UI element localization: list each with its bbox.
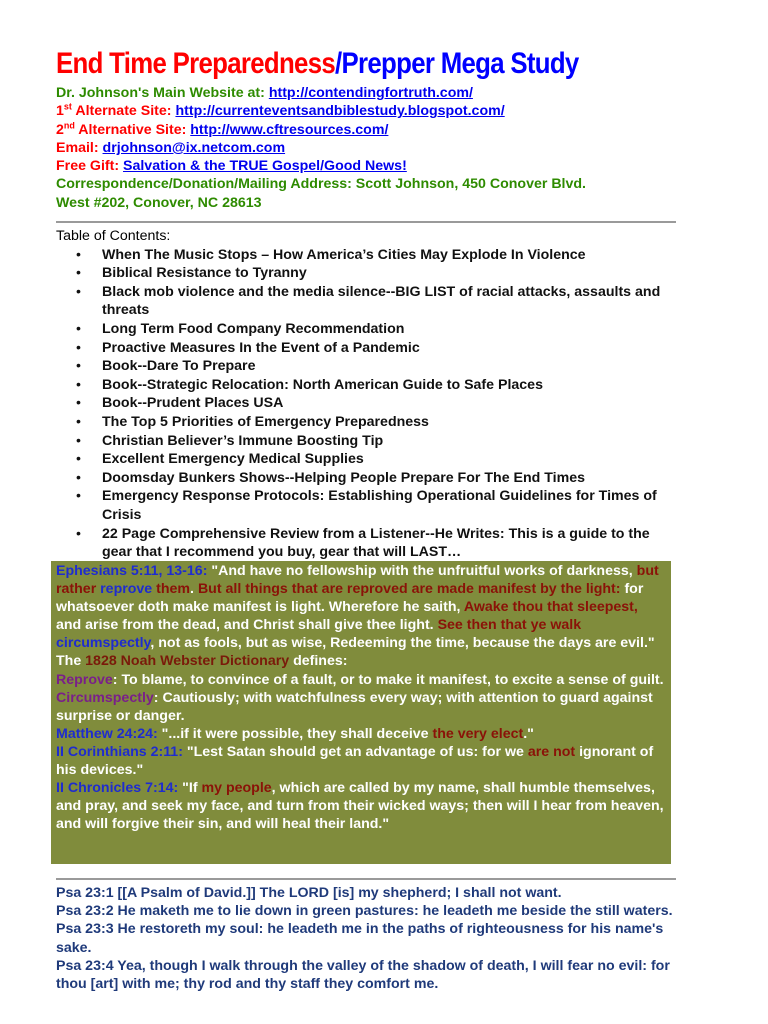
free-gift-line [56,157,676,175]
toc-item[interactable]: • Doomsday Bunkers Shows--Helping People Prepare For The End Times [102,469,676,488]
verse-highlight: the very elect [432,725,524,742]
page-title [56,46,589,82]
verse-highlight: them [152,581,191,598]
verse-text: , not as fools, but as wise, Redeeming the time, because the days are evil." [150,635,655,652]
email-link[interactable]: drjohnson@ix.netcom.com [102,139,286,156]
definition-term: Circumspectly [56,689,154,706]
verse-text: ignorant of his devices." [56,743,654,779]
email-line [56,139,676,157]
alt1-superscript: st [63,101,72,112]
alt2-superscript: nd [63,119,75,130]
verse-keyword: circumspectly [56,635,151,652]
verse-text: "Lest Satan should get an advantage of us: for we [182,743,528,760]
toc-item[interactable]: • Excellent Emergency Medical Supplies [102,450,676,469]
definition-term: Reprove [56,671,113,688]
alt1-number: 1 [56,103,64,120]
free-gift-label: Free Gift: [56,158,124,175]
matthew-reference: Matthew 24:24: [56,725,158,742]
definition-text: : Cautiously; with watchfulness every way; with attention to guard against surprise or danger. [56,689,653,724]
verse-highlight: Awake thou that sleepest, [463,599,638,616]
verse-text: "And have no fellowship with the unfruitful works of darkness, [207,563,637,579]
corinthians-passage [56,743,666,779]
alternate-site-2-link[interactable]: http://www.cftresources.com/ [190,121,389,138]
verse-text: "If [178,780,202,797]
dictionary-text: The [56,653,86,670]
chronicles-reference: II Chronicles 7:14: [56,780,179,797]
psalm-verse: Psa 23:4 Yea, though I walk through the valley of the shadow of death, I will fear no evil: for thou [art] with me; thy rod and thy staff they comfort me. [56,957,670,993]
circumspectly-definition [56,689,666,725]
toc-item[interactable]: • Long Term Food Company Recommendation [102,320,676,339]
verse-text: for whatsoever doth make manifest is light. Wherefore he saith, [56,581,644,616]
psalm-23-section [56,884,681,993]
verse-text: . [190,581,198,598]
dictionary-intro [56,652,666,670]
title-separator: / [335,47,342,80]
psalm-verse: Psa 23:1 [[A Psalm of David.]] The LORD [is] my shepherd; I shall not want. [56,885,562,901]
toc-item[interactable]: • 22 Page Comprehensive Review from a Listener--He Writes: This is a guide to the gear that I recommend you buy, gear that will LAST… [102,525,676,562]
definition-text: : To blame, to convince of a fault, or to make it manifest, to excite a sense of guilt. [112,671,664,688]
matthew-passage [56,725,666,743]
alt2-number: 2 [56,121,64,138]
alternate-site-1-line [56,102,676,120]
dictionary-text: defines: [289,653,348,670]
corinthians-reference: II Corinthians 2:11: [56,743,183,760]
verse-highlight: my people [201,780,272,797]
verse-text: "...if it were possible, they shall deceive [157,725,433,742]
alt2-label: Alternative Site: [74,121,191,138]
toc-item[interactable]: • Biblical Resistance to Tyranny [102,264,676,283]
chronicles-passage [56,779,666,833]
alternate-site-1-link[interactable]: http://currenteventsandbiblestudy.blogspot.com/ [175,103,505,120]
verse-highlight: See then that ye walk [437,617,582,634]
toc-item[interactable]: • Black mob violence and the media silence--BIG LIST of racial attacks, assaults and threats [102,283,676,320]
alternate-site-2-line [56,121,676,139]
psalm-verse: Psa 23:2 He maketh me to lie down in green pastures: he leadeth me beside the still waters. [56,903,673,920]
ephesians-reference: Ephesians 5:11, 13-16: [56,563,208,579]
main-website-line [56,84,676,102]
toc-item[interactable]: • Emergency Response Protocols: Establishing Operational Guidelines for Times of Crisis [102,487,676,524]
reprove-definition [56,671,666,689]
header-divider [56,221,676,223]
mailing-address-line-1: Correspondence/Donation/Mailing Address: Scott Johnson, 450 Conover Blvd. [56,176,587,193]
psalm-verse: Psa 23:3 He restoreth my soul: he leadeth me in the paths of righteousness for his name's sake. [56,921,664,956]
toc-item[interactable]: • The Top 5 Priorities of Emergency Preparedness [102,413,676,432]
main-website-label: Dr. Johnson's Main Website at: [56,85,269,101]
verse-keyword: reprove [100,581,153,598]
title-part1: End Time Preparedness [56,47,336,80]
verse-text: and arise from the dead, and Christ shall give thee light. [56,617,438,634]
toc-item[interactable]: • When The Music Stops – How America’s Cities May Explode In Violence [102,246,676,265]
toc-item[interactable]: • Book--Dare To Prepare [102,357,676,376]
toc-item[interactable]: • Book--Strategic Relocation: North American Guide to Safe Places [102,376,676,395]
main-website-link[interactable]: http://contendingfortruth.com/ [268,85,473,101]
verse-highlight: but rather [56,563,659,598]
verse-text: ." [523,725,534,742]
verse-highlight: are not [527,743,576,760]
psalm-divider [56,878,676,880]
ephesians-passage [56,562,666,652]
scripture-callout-box [51,561,671,864]
toc-list [56,246,676,562]
verse-highlight: But all things that are reproved are made manifest by the light: [197,581,621,598]
document-page [56,46,676,562]
email-label: Email: [56,139,103,156]
title-part2: Prepper Mega Study [341,47,579,80]
toc-item[interactable]: • Book--Prudent Places USA [102,394,676,413]
free-gift-link[interactable]: Salvation & the TRUE Gospel/Good News! [123,158,407,175]
dictionary-name: 1828 Noah Webster Dictionary [85,653,290,670]
toc-item[interactable]: • Christian Believer’s Immune Boosting Tip [102,432,676,451]
toc-title: Table of Contents: [56,228,171,245]
table-of-contents [56,227,676,562]
mailing-address-line-2: West #202, Conover, NC 28613 [56,194,262,211]
alt1-label: Alternate Site: [71,103,176,120]
toc-item[interactable]: • Proactive Measures In the Event of a Pandemic [102,339,676,358]
verse-text: , which are called by my name, shall humble themselves, and pray, and seek my face, and turn from their wicked ways; then will I hear from heaven, and will forgive their sin, and will heal their land." [56,780,664,833]
